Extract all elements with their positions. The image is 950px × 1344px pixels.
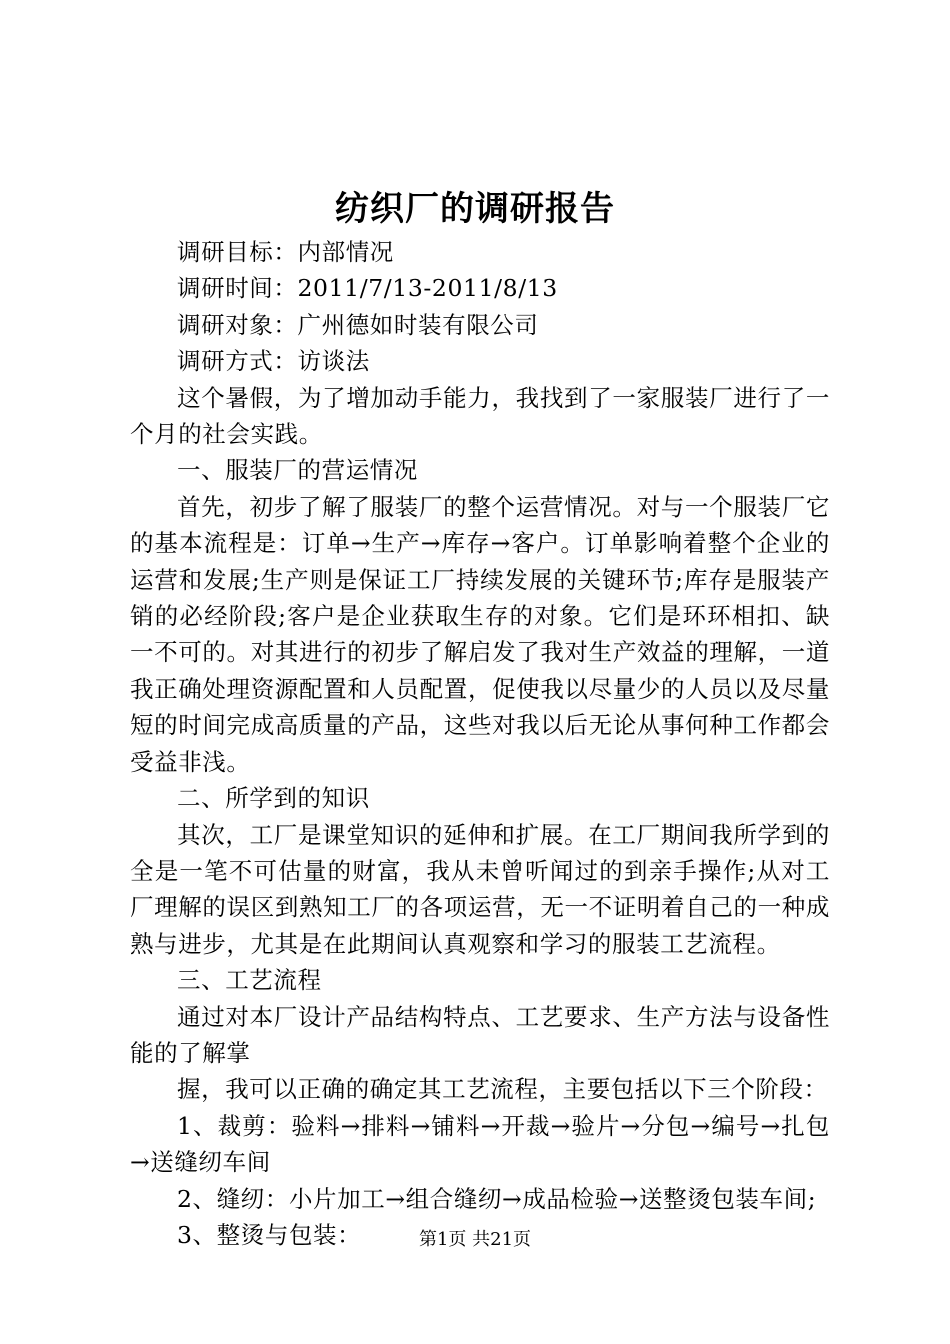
- section-heading-knowledge: 二、所学到的知识: [177, 784, 370, 813]
- list-item-cutting: 1、裁剪：验料→排料→铺料→开裁→验片→分包→编号→扎包→送缝纫车间: [130, 1111, 830, 1177]
- paragraph-research-method: 调研方式：访谈法: [177, 347, 370, 376]
- list-item-sewing: 2、缝纫：小片加工→组合缝纫→成品检验→送整烫包装车间;: [177, 1184, 817, 1213]
- section-heading-process: 三、工艺流程: [177, 966, 322, 995]
- paragraph-knowledge: 其次，工厂是课堂知识的延伸和扩展。在工厂期间我所学到的全是一笔不可估量的财富，我从未曾听闻过的到亲手操作;从对工厂理解的误区到熟知工厂的各项运营，无一不证明着自己的一种成熟与进步，尤其是在此期间认真观察和学习的服装工艺流程。: [130, 820, 830, 958]
- list-item-ironing-packing: 3、整烫与包装：: [177, 1220, 362, 1249]
- paragraph-intro: 这个暑假，为了增加动手能力，我找到了一家服装厂进行了一个月的社会实践。: [130, 383, 830, 449]
- paragraph-process-1: 通过对本厂设计产品结构特点、工艺要求、生产方法与设备性能的了解掌: [130, 1002, 830, 1067]
- paragraph-operations: 首先，初步了解了服装厂的整个运营情况。对与一个服装厂它的基本流程是：订单→生产→库存→客户。订单影响着整个企业的运营和发展;生产则是保证工厂持续发展的关键环节;库存是服装产销的必经阶段;客户是企业获取生存的对象。它们是环环相扣、缺一不可的。对其进行的初步了解启发了我对生产效益的理解，一道我正确处理资源配置和人员配置，促使我以尽量少的人员以及尽量短的时间完成高质量的产品，这些对我以后无论从事何种工作都会受益非浅。: [130, 492, 830, 776]
- document-title: 纺织厂的调研报告: [335, 189, 615, 229]
- paragraph-research-goal: 调研目标：内部情况: [177, 238, 394, 266]
- page-footer: 第1页 共21页: [418, 1229, 532, 1250]
- document-body: [130, 234, 830, 1253]
- section-heading-operations: 一、服装厂的营运情况: [177, 456, 418, 485]
- paragraph-process-2: 握，我可以正确的确定其工艺流程，主要包括以下三个阶段：: [177, 1075, 828, 1104]
- paragraph-research-subject: 调研对象：广州德如时装有限公司: [177, 310, 539, 339]
- paragraph-research-time: 调研时间：2011/7/13-2011/8/13: [177, 274, 558, 303]
